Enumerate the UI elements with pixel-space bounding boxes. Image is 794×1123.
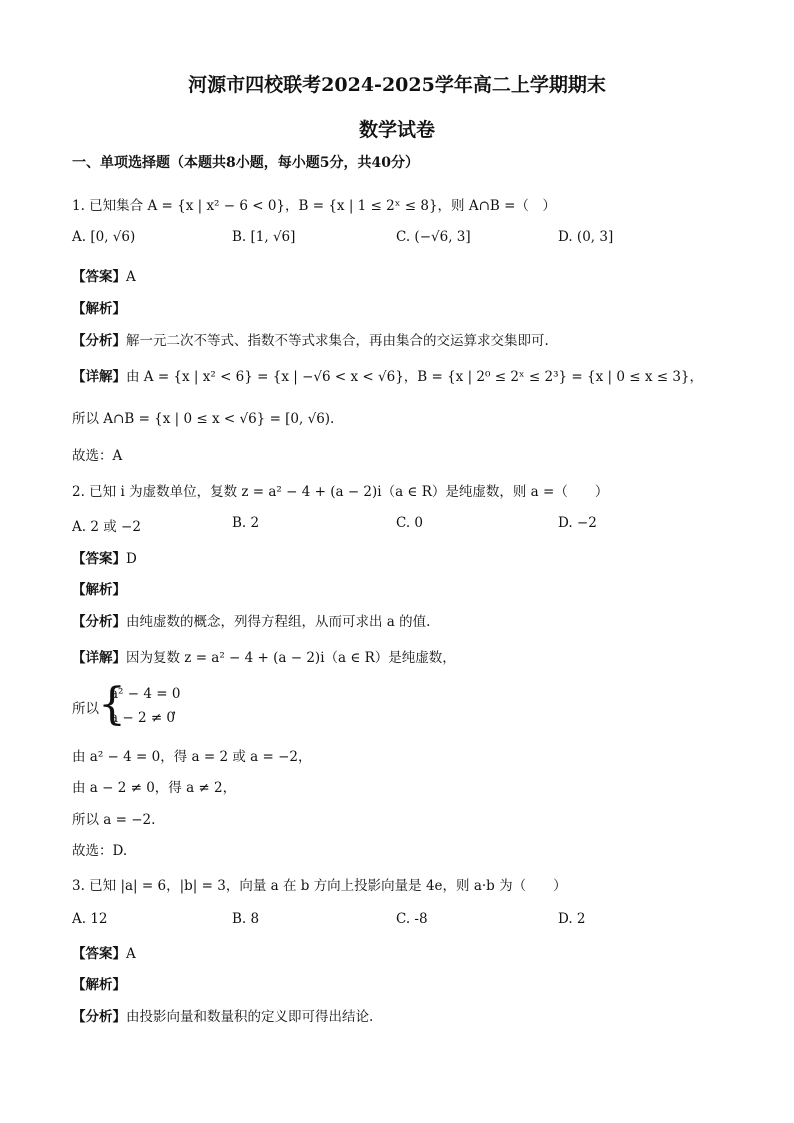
- q2-option-a: A. 2 或 −2: [72, 519, 141, 535]
- q2-line1: 由 a² − 4 = 0，得 a = 2 或 a = −2，: [72, 749, 312, 765]
- fenxi-text: 解一元二次不等式、指数不等式求集合，再由集合的交运算求交集即可.: [126, 333, 549, 349]
- q2-option-d: D. −2: [558, 515, 597, 531]
- q2-answer: [72, 547, 137, 567]
- page-subtitle: 数学试卷: [358, 119, 435, 141]
- fenxi-text: 由纯虚数的概念，列得方程组，从而可求出 a 的值.: [126, 614, 431, 630]
- xiangjie-text: 由 A = {x | x² < 6} = {x | −√6 < x < √6}，B = {x | 2⁰ ≤ 2ˣ ≤ 2³} = {x | 0 ≤ x ≤ 3}，: [126, 369, 704, 385]
- fenxi-tag: 【分析】: [72, 333, 126, 349]
- q3-stem: 3. 已知 |a| = 6，|b| = 3，向量 a 在 b 方向上投影向量是 4e，则 a·b 为（ ）: [72, 878, 567, 894]
- q1-answer: [72, 265, 136, 285]
- q3-option-a: A. 12: [72, 911, 108, 927]
- q2-system-eq1: a² − 4 = 0: [110, 686, 181, 702]
- fenxi-text: 由投影向量和数量积的定义即可得出结论.: [126, 1009, 374, 1025]
- fenxi-tag: 【分析】: [72, 614, 126, 630]
- q2-choice: 故选：D.: [72, 843, 128, 859]
- xiangjie-text: 因为复数 z = a² − 4 + (a − 2)i（a ∈ R）是纯虚数，: [126, 650, 456, 666]
- left-brace-icon: {: [98, 679, 126, 730]
- fenxi-tag: 【分析】: [72, 1009, 126, 1025]
- answer-value: D: [126, 551, 137, 567]
- q3-fenxi: [72, 1005, 373, 1025]
- q1-conclusion: 所以 A∩B = {x | 0 ≤ x < √6} = [0, √6).: [72, 411, 335, 427]
- q2-line3: 所以 a = −2.: [72, 812, 156, 828]
- q1-stem: 1. 已知集合 A = {x | x² − 6 < 0}，B = {x | 1 ≤ 2ˣ ≤ 8}，则 A∩B =（ ）: [72, 198, 556, 214]
- page-title: 河源市四校联考2024-2025学年高二上学期期末: [188, 74, 606, 96]
- xiangjie-tag: 【详解】: [72, 369, 126, 385]
- q1-option-b: B. [1, √6]: [232, 229, 296, 245]
- q1-choice: 故选：A: [72, 448, 123, 464]
- q2-system-tail: ，: [172, 701, 186, 717]
- q3-option-b: B. 8: [232, 911, 260, 927]
- q2-suoyi: 所以: [72, 701, 99, 717]
- answer-value: A: [126, 269, 136, 285]
- q3-answer: [72, 942, 136, 962]
- answer-tag: 【答案】: [72, 269, 126, 285]
- q1-analysis-tag: 【解析】: [72, 301, 126, 317]
- answer-tag: 【答案】: [72, 946, 126, 962]
- q3-option-d: D. 2: [558, 911, 586, 927]
- q1-option-a: A. [0, √6): [72, 229, 136, 245]
- q2-fenxi: [72, 610, 430, 630]
- q2-system-eq2: a − 2 ≠ 0: [110, 710, 176, 726]
- q1-fenxi: [72, 329, 549, 349]
- answer-tag: 【答案】: [72, 551, 126, 567]
- q2-option-b: B. 2: [232, 515, 260, 531]
- xiangjie-tag: 【详解】: [72, 650, 126, 666]
- q3-option-c: C. -8: [396, 911, 428, 927]
- answer-value: A: [126, 946, 136, 962]
- q1-option-c: C. (−√6, 3]: [396, 229, 471, 245]
- q2-option-c: C. 0: [396, 515, 424, 531]
- q2-stem: 2. 已知 i 为虚数单位，复数 z = a² − 4 + (a − 2)i（a ∈ R）是纯虚数，则 a =（ ）: [72, 484, 609, 500]
- section-heading: 一、单项选择题（本题共8小题，每小题5分，共40分）: [72, 155, 419, 171]
- q2-line2: 由 a − 2 ≠ 0，得 a ≠ 2，: [72, 780, 237, 796]
- q3-analysis-tag: 【解析】: [72, 977, 126, 993]
- q1-xiangjie: [72, 365, 703, 385]
- q2-xiangjie: [72, 646, 456, 666]
- q2-analysis-tag: 【解析】: [72, 582, 126, 598]
- q1-option-d: D. (0, 3]: [558, 229, 614, 245]
